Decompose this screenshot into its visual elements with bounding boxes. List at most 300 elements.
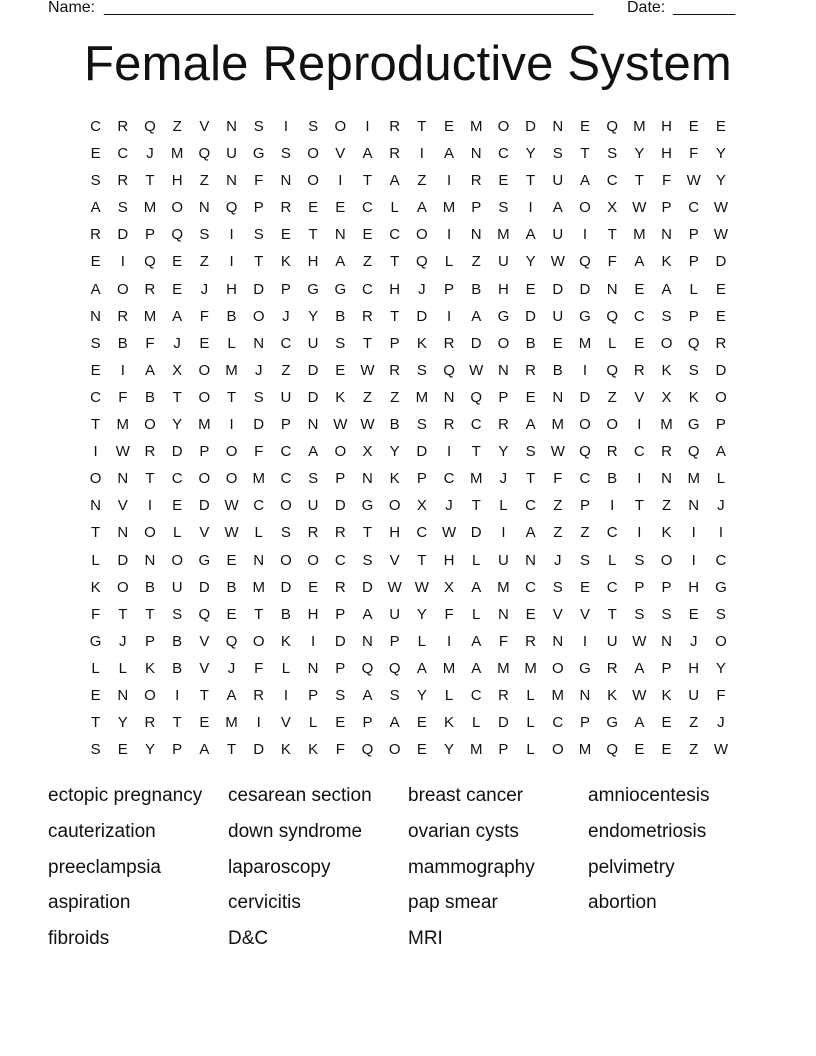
grid-letter: B — [471, 280, 482, 298]
grid-letter: N — [226, 172, 237, 190]
grid-letter: M — [497, 226, 510, 244]
grid-letter: A — [661, 280, 672, 298]
grid-letter: M — [116, 416, 130, 434]
grid-letter: B — [117, 334, 128, 352]
grid-letter: I — [283, 686, 288, 704]
grid-letter: U — [497, 253, 509, 271]
grid-letter: G — [687, 416, 700, 434]
grid-letter: J — [445, 497, 453, 515]
grid-letter: S — [552, 578, 563, 596]
grid-letter: D — [253, 741, 265, 759]
grid-letter: P — [144, 632, 155, 650]
grid-letter: X — [444, 578, 455, 596]
grid-letter: T — [91, 714, 101, 732]
grid-letter: T — [145, 172, 155, 190]
grid-letter: R — [497, 416, 509, 434]
word-list-item: laparoscopy — [228, 856, 331, 878]
grid-letter: H — [307, 605, 319, 623]
grid-letter: R — [90, 226, 102, 244]
grid-letter: C — [633, 443, 645, 461]
grid-letter: U — [606, 632, 618, 650]
grid-letter: K — [280, 253, 291, 271]
grid-letter: O — [144, 686, 156, 704]
word-list-item: cauterization — [48, 820, 156, 842]
grid-letter: K — [280, 632, 291, 650]
grid-letter: K — [90, 578, 101, 596]
grid-letter: O — [116, 280, 129, 298]
grid-letter: S — [634, 605, 645, 623]
grid-letter: K — [308, 741, 319, 759]
grid-letter: E — [634, 280, 645, 298]
grid-letter: F — [607, 253, 617, 271]
grid-letter: T — [607, 226, 617, 244]
grid-letter: L — [472, 551, 481, 569]
grid-letter: A — [471, 578, 482, 596]
grid-letter: S — [416, 416, 427, 434]
grid-letter: Z — [471, 253, 481, 271]
grid-letter: T — [254, 253, 264, 271]
grid-letter: P — [688, 307, 699, 325]
grid-row — [82, 709, 742, 736]
grid-letter: N — [253, 334, 265, 352]
grid-letter: B — [144, 388, 155, 406]
grid-letter: I — [610, 497, 615, 515]
grid-letter: L — [91, 659, 100, 677]
grid-row — [82, 140, 742, 167]
grid-letter: T — [226, 388, 237, 406]
grid-letter: R — [117, 307, 129, 325]
grid-letter: V — [199, 632, 210, 650]
grid-letter: Z — [362, 388, 373, 406]
grid-letter: A — [362, 145, 373, 163]
grid-letter: D — [198, 497, 210, 515]
grid-letter: P — [498, 741, 509, 759]
grid-letter: I — [229, 226, 234, 244]
grid-letter: Z — [553, 497, 563, 515]
grid-letter: O — [171, 551, 183, 569]
grid-letter: W — [387, 578, 402, 596]
grid-letter: R — [525, 632, 537, 650]
grid-letter: E — [579, 578, 590, 596]
grid-letter: O — [252, 307, 265, 325]
grid-letter: G — [715, 578, 727, 596]
grid-letter: O — [198, 361, 211, 379]
grid-letter: E — [90, 686, 101, 704]
grid-letter: F — [335, 741, 345, 759]
grid-letter: W — [550, 253, 565, 271]
grid-letter: S — [362, 551, 373, 569]
grid-letter: E — [416, 714, 427, 732]
grid-letter: L — [499, 497, 508, 515]
grid-letter: I — [637, 416, 642, 434]
grid-letter: F — [145, 334, 155, 352]
grid-letter: Y — [715, 659, 726, 677]
grid-letter: F — [498, 632, 508, 650]
word-list-item: cervicitis — [228, 892, 301, 914]
grid-letter: T — [145, 605, 155, 623]
grid-row — [82, 601, 742, 628]
grid-letter: Q — [606, 307, 618, 325]
grid-letter: P — [335, 605, 346, 623]
grid-letter: K — [280, 741, 291, 759]
grid-letter: M — [469, 741, 483, 759]
grid-letter: W — [333, 416, 348, 434]
word-list — [48, 778, 788, 957]
grid-letter: G — [579, 307, 591, 325]
grid-letter: W — [632, 632, 647, 650]
grid-letter: F — [254, 659, 264, 677]
grid-letter: A — [335, 253, 346, 271]
grid-letter: Q — [225, 199, 238, 217]
grid-letter: V — [335, 145, 346, 163]
name-label: Name: — [48, 0, 96, 16]
grid-letter: U — [552, 172, 564, 190]
grid-letter: N — [334, 226, 346, 244]
grid-letter: Y — [117, 714, 128, 732]
grid-letter: S — [525, 443, 536, 461]
grid-letter: B — [389, 416, 400, 434]
grid-letter: Q — [443, 361, 455, 379]
grid-letter: N — [661, 632, 672, 650]
grid-letter: G — [606, 714, 618, 732]
grid-letter: E — [661, 741, 672, 759]
grid-letter: A — [525, 524, 536, 542]
grid-letter: C — [171, 470, 183, 488]
grid-letter: T — [580, 145, 590, 163]
grid-letter: R — [389, 361, 401, 379]
grid-letter: K — [416, 334, 427, 352]
grid-letter: O — [551, 741, 564, 759]
grid-letter: P — [661, 578, 672, 596]
grid-letter: P — [362, 714, 373, 732]
grid-letter: E — [579, 118, 590, 135]
grid-letter: P — [579, 497, 590, 515]
word-list-item: MRI — [408, 928, 443, 950]
grid-letter: A — [471, 632, 482, 650]
grid-letter: D — [715, 253, 727, 271]
grid-letter: C — [606, 172, 618, 190]
date-label: Date: — [627, 0, 666, 16]
grid-letter: G — [198, 551, 211, 569]
grid-letter: C — [280, 334, 292, 352]
grid-letter: M — [225, 714, 238, 732]
grid-letter: E — [715, 280, 726, 298]
grid-letter: T — [226, 741, 237, 759]
grid-letter: M — [225, 361, 238, 379]
grid-letter: N — [525, 551, 537, 569]
grid-letter: G — [307, 280, 319, 298]
grid-letter: Y — [172, 416, 183, 434]
grid-letter: U — [389, 605, 401, 623]
grid-letter: Q — [416, 253, 428, 271]
grid-letter: H — [688, 578, 700, 596]
grid-letter: G — [252, 145, 265, 163]
grid-letter: X — [172, 361, 183, 379]
grid-letter: N — [144, 551, 156, 569]
grid-letter: O — [579, 416, 591, 434]
grid-letter: N — [470, 226, 482, 244]
grid-letter: M — [170, 145, 184, 163]
grid-letter: M — [252, 470, 265, 488]
grid-letter: O — [334, 443, 347, 461]
grid-letter: D — [579, 388, 591, 406]
grid-letter: C — [606, 578, 618, 596]
grid-letter: Q — [225, 632, 238, 650]
grid-letter: D — [334, 632, 346, 650]
word-list-item: amniocentesis — [588, 785, 710, 806]
grid-letter: D — [525, 307, 537, 325]
grid-letter: N — [280, 172, 292, 190]
grid-letter: N — [443, 388, 455, 406]
grid-letter: C — [497, 145, 509, 163]
grid-letter: Q — [579, 443, 591, 461]
grid-letter: A — [90, 280, 101, 298]
grid-letter: V — [552, 605, 563, 623]
grid-letter: O — [388, 497, 401, 515]
grid-row — [82, 492, 742, 519]
grid-letter: A — [362, 605, 373, 623]
grid-letter: T — [362, 334, 373, 352]
grid-letter: J — [554, 551, 562, 569]
grid-letter: W — [414, 578, 429, 596]
grid-letter: I — [229, 416, 234, 434]
grid-letter: S — [335, 686, 346, 704]
grid-letter: S — [199, 226, 210, 244]
grid-letter: F — [118, 388, 128, 406]
grid-letter: K — [607, 686, 618, 704]
grid-letter: O — [307, 551, 319, 569]
grid-letter: O — [252, 632, 265, 650]
grid-row — [82, 655, 742, 682]
grid-letter: D — [307, 361, 319, 379]
grid-letter: S — [90, 172, 101, 190]
grid-letter: O — [198, 388, 211, 406]
grid-letter: A — [416, 659, 427, 677]
grid-letter: K — [444, 714, 455, 732]
grid-row — [82, 438, 742, 465]
grid-letter: O — [89, 470, 102, 488]
word-list-item: down syndrome — [228, 820, 363, 842]
grid-letter: R — [443, 334, 455, 352]
grid-letter: I — [120, 253, 125, 271]
grid-letter: S — [308, 118, 319, 135]
grid-letter: I — [283, 118, 288, 135]
grid-letter: H — [443, 551, 455, 569]
grid-letter: J — [499, 470, 508, 488]
grid-letter: M — [551, 416, 565, 434]
grid-letter: P — [471, 199, 482, 217]
grid-letter: W — [713, 199, 728, 217]
grid-letter: M — [442, 659, 456, 677]
grid-letter: C — [470, 416, 482, 434]
grid-letter: S — [634, 551, 645, 569]
grid-letter: L — [417, 632, 427, 650]
grid-letter: E — [226, 605, 237, 623]
grid-row — [82, 384, 742, 411]
grid-letter: R — [253, 686, 265, 704]
grid-letter: E — [416, 741, 427, 759]
grid-letter: S — [308, 470, 319, 488]
grid-letter: O — [116, 578, 129, 596]
word-list-item: ectopic pregnancy — [48, 785, 203, 806]
grid-letter: E — [688, 118, 699, 135]
grid-letter: P — [579, 714, 590, 732]
grid-letter: K — [389, 470, 400, 488]
grid-letter: M — [469, 118, 483, 135]
grid-letter: Q — [606, 118, 618, 135]
grid-letter: E — [688, 605, 699, 623]
grid-letter: I — [446, 226, 452, 244]
grid-letter: Z — [390, 388, 400, 406]
grid-letter: T — [417, 551, 427, 569]
grid-letter: X — [416, 497, 427, 515]
grid-letter: M — [469, 470, 483, 488]
grid-letter: W — [713, 741, 728, 759]
grid-letter: N — [226, 118, 237, 135]
grid-letter: C — [470, 686, 482, 704]
grid-letter: X — [661, 388, 672, 406]
grid-letter: T — [607, 605, 617, 623]
grid-letter: T — [172, 388, 182, 406]
grid-letter: D — [307, 388, 319, 406]
grid-letter: Z — [199, 172, 209, 190]
grid-letter: N — [552, 118, 564, 135]
word-list-item: cesarean section — [228, 785, 372, 806]
grid-letter: K — [661, 524, 672, 542]
grid-letter: M — [252, 578, 265, 596]
grid-letter: D — [579, 280, 591, 298]
grid-letter: V — [280, 714, 291, 732]
grid-letter: D — [334, 497, 346, 515]
grid-letter: S — [661, 605, 672, 623]
grid-letter: M — [578, 741, 592, 759]
grid-letter: R — [117, 118, 129, 135]
grid-letter: A — [471, 307, 482, 325]
grid-letter: U — [307, 334, 319, 352]
grid-letter: N — [117, 470, 129, 488]
grid-row — [82, 303, 742, 330]
grid-letter: D — [117, 551, 129, 569]
grid-letter: T — [172, 714, 182, 732]
grid-letter: A — [389, 172, 400, 190]
grid-letter: C — [416, 524, 428, 542]
grid-letter: B — [525, 334, 536, 352]
grid-letter: C — [552, 714, 564, 732]
grid-letter: I — [691, 551, 696, 569]
grid-letter: I — [229, 253, 234, 271]
grid-letter: B — [607, 470, 618, 488]
grid-letter: N — [661, 226, 672, 244]
grid-letter: M — [524, 659, 537, 677]
grid-letter: L — [91, 551, 100, 569]
grid-letter: A — [144, 361, 155, 379]
grid-letter: C — [633, 307, 645, 325]
grid-letter: E — [525, 605, 536, 623]
grid-letter: N — [90, 307, 102, 325]
name-field-line: _______________________________________________________ — [104, 0, 594, 16]
grid-row — [82, 519, 742, 546]
grid-letter: Q — [687, 334, 700, 352]
grid-letter: A — [308, 443, 319, 461]
grid-letter: S — [389, 686, 400, 704]
grid-letter: Z — [607, 388, 617, 406]
grid-letter: M — [633, 118, 646, 135]
grid-letter: W — [632, 686, 647, 704]
grid-letter: N — [117, 686, 129, 704]
grid-letter: B — [226, 578, 237, 596]
grid-letter: E — [90, 145, 101, 163]
grid-letter: I — [93, 443, 98, 461]
grid-letter: J — [119, 632, 127, 650]
grid-letter: W — [713, 226, 728, 244]
grid-letter: T — [390, 253, 400, 271]
grid-letter: P — [308, 686, 319, 704]
grid-letter: B — [226, 307, 237, 325]
grid-letter: J — [282, 307, 290, 325]
grid-letter: D — [362, 578, 373, 596]
grid-letter: C — [280, 443, 292, 461]
grid-letter: C — [443, 470, 455, 488]
grid-letter: I — [718, 524, 723, 542]
grid-letter: F — [661, 172, 672, 190]
grid-letter: E — [172, 253, 183, 271]
grid-letter: Q — [144, 253, 156, 271]
grid-letter: L — [254, 524, 263, 542]
grid-letter: Y — [389, 443, 400, 461]
grid-letter: T — [199, 686, 209, 704]
grid-letter: T — [526, 470, 536, 488]
grid-letter: E — [634, 741, 645, 759]
grid-letter: L — [472, 714, 481, 732]
grid-letter: Q — [388, 659, 401, 677]
grid-letter: C — [90, 118, 102, 135]
grid-letter: P — [416, 470, 427, 488]
grid-letter: F — [199, 307, 209, 325]
grid-letter: Y — [634, 145, 645, 163]
grid-letter: Q — [198, 605, 211, 623]
grid-letter: G — [334, 280, 347, 298]
grid-letter: S — [607, 145, 618, 163]
grid-letter: S — [117, 199, 128, 217]
grid-letter: N — [497, 605, 509, 623]
grid-letter: D — [525, 118, 537, 135]
grid-letter: C — [606, 524, 618, 542]
grid-letter: E — [335, 714, 346, 732]
grid-letter: U — [552, 226, 564, 244]
grid-row — [82, 167, 742, 194]
grid-letter: N — [661, 470, 672, 488]
grid-letter: D — [280, 578, 292, 596]
grid-row — [82, 194, 742, 221]
grid-letter: N — [90, 497, 102, 515]
grid-letter: R — [525, 361, 537, 379]
grid-letter: T — [471, 443, 481, 461]
grid-letter: R — [470, 172, 482, 190]
grid-letter: R — [606, 659, 618, 677]
grid-letter: A — [634, 253, 645, 271]
grid-letter: L — [172, 524, 182, 542]
grid-row — [82, 574, 742, 601]
grid-letter: L — [227, 334, 236, 352]
grid-letter: S — [253, 388, 264, 406]
grid-letter: F — [553, 470, 563, 488]
grid-letter: V — [199, 118, 210, 135]
grid-letter: I — [501, 524, 506, 542]
grid-letter: W — [360, 416, 375, 434]
grid-letter: Z — [553, 524, 563, 542]
grid-letter: N — [470, 145, 482, 163]
grid-letter: X — [607, 199, 618, 217]
